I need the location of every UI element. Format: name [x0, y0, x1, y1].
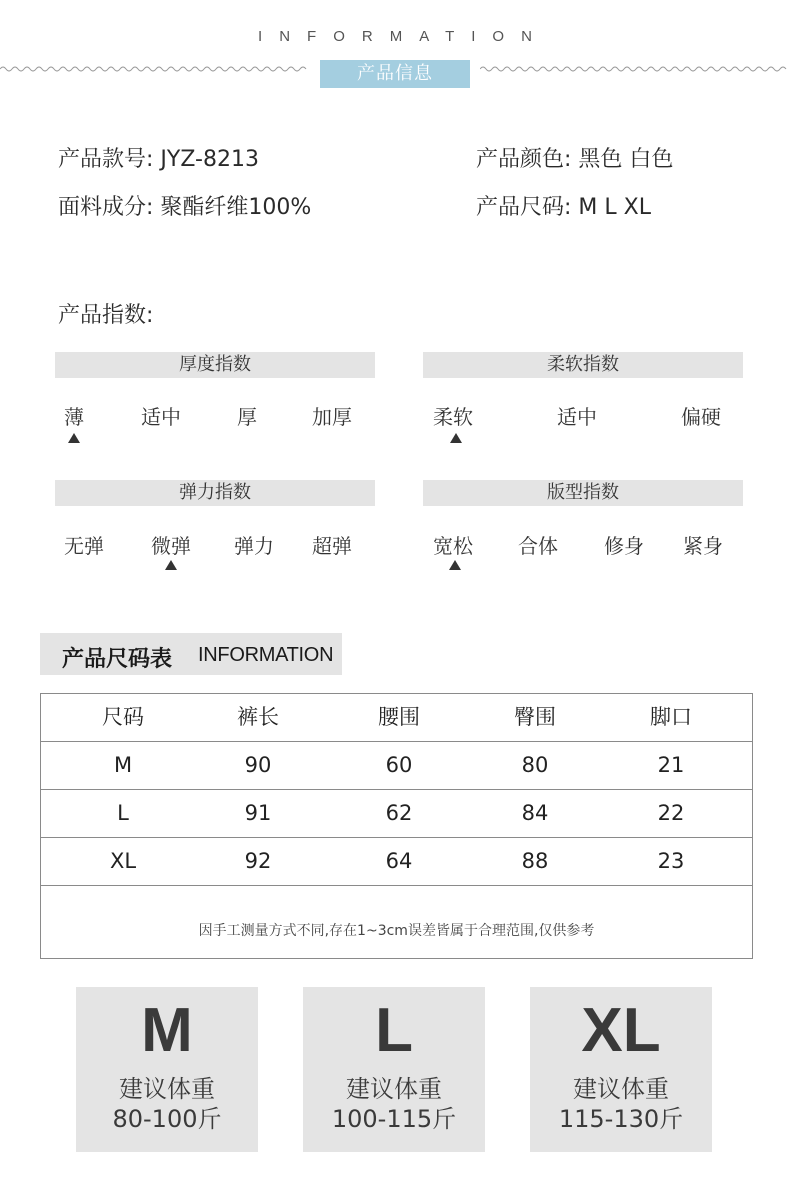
weight-card-weight: 100-115斤 [331, 1105, 457, 1133]
spec-color-label: 产品颜色: [476, 147, 572, 172]
table-cell: 91 [244, 801, 272, 825]
table-row [41, 742, 752, 790]
thickness-option: 加厚 [312, 405, 352, 429]
table-cell: 22 [657, 801, 685, 825]
spec-size [476, 190, 651, 221]
table-cell: 21 [657, 753, 685, 777]
wavy-divider-right [480, 64, 790, 74]
table-cell: 60 [385, 753, 413, 777]
spec-model [58, 142, 259, 173]
weight-card-label: 建议体重 [573, 1075, 669, 1103]
table-cell: 90 [244, 753, 272, 777]
weight-card-label: 建议体重 [346, 1075, 442, 1103]
table-header-cell: 尺码 [102, 705, 144, 729]
table-cell: 64 [385, 849, 413, 873]
weight-card [303, 987, 485, 1152]
fit-option: 修身 [604, 534, 644, 558]
table-header-cell: 臀围 [514, 705, 556, 729]
table-cell: XL [109, 849, 137, 873]
elasticity-option: 无弹 [64, 534, 104, 558]
thickness-option: 薄 [64, 405, 84, 429]
thickness-selected-marker-icon [68, 433, 80, 443]
softness-option: 偏硬 [681, 405, 721, 429]
fit-option: 合体 [518, 534, 558, 558]
elasticity-option: 微弹 [151, 534, 191, 558]
wavy-divider-left [0, 64, 310, 74]
table-row [41, 838, 752, 886]
weight-card-size: M [141, 996, 193, 1065]
weight-card [530, 987, 712, 1152]
table-header-cell: 裤长 [237, 705, 279, 729]
section-tag: 产品信息 [320, 60, 470, 88]
softness-option: 柔软 [433, 405, 473, 429]
thickness-index-bar: 厚度指数 [55, 352, 375, 378]
elasticity-option: 超弹 [312, 534, 352, 558]
table-cell: 92 [244, 849, 272, 873]
weight-card-label: 建议体重 [119, 1075, 215, 1103]
index-title: 产品指数: [58, 303, 154, 328]
thickness-option: 厚 [237, 405, 257, 429]
table-cell: 62 [385, 801, 413, 825]
size-table-heading [40, 633, 342, 675]
elasticity-option: 弹力 [234, 534, 274, 558]
fit-index-bar: 版型指数 [423, 480, 743, 506]
table-cell: 88 [521, 849, 549, 873]
weight-card-weight: 115-130斤 [558, 1105, 684, 1133]
fit-selected-marker-icon [449, 560, 461, 570]
spec-model-label: 产品款号: [58, 147, 154, 172]
softness-index-bar: 柔软指数 [423, 352, 743, 378]
table-cell: L [117, 801, 129, 825]
measurement-note: 因手工测量方式不同,存在1~3cm误差皆属于合理范围,仅供参考 [198, 923, 595, 939]
weight-card-size: XL [581, 996, 661, 1065]
weight-card-weight: 80-100斤 [112, 1105, 222, 1133]
fit-option: 紧身 [683, 534, 723, 558]
weight-card-size: L [375, 996, 413, 1065]
size-table-title: 产品尺码表 [62, 647, 173, 672]
fit-option: 宽松 [433, 534, 473, 558]
elasticity-selected-marker-icon [165, 560, 177, 570]
size-table-subtitle: INFORMATION [198, 644, 334, 666]
spec-color-value: 黑色 白色 [578, 147, 674, 172]
table-cell: 80 [521, 753, 549, 777]
softness-selected-marker-icon [450, 433, 462, 443]
spec-fabric-value: 聚酯纤维100% [160, 195, 312, 220]
weight-card [76, 987, 258, 1152]
table-cell: 84 [521, 801, 549, 825]
spec-fabric-label: 面料成分: [58, 195, 154, 220]
softness-option: 适中 [557, 405, 597, 429]
info-title: INFORMATION [258, 28, 549, 45]
spec-color [476, 142, 673, 173]
spec-fabric [58, 190, 311, 221]
thickness-option: 适中 [141, 405, 181, 429]
spec-size-value: M L XL [578, 195, 651, 220]
table-cell: M [113, 753, 133, 777]
table-header-cell: 腰围 [378, 705, 420, 729]
spec-size-label: 产品尺码: [476, 195, 572, 220]
spec-model-value: JYZ-8213 [160, 147, 259, 172]
table-header-cell: 脚口 [650, 705, 692, 729]
elasticity-index-bar: 弹力指数 [55, 480, 375, 506]
table-row [41, 790, 752, 838]
table-cell: 23 [657, 849, 685, 873]
table-header-row [41, 694, 752, 742]
